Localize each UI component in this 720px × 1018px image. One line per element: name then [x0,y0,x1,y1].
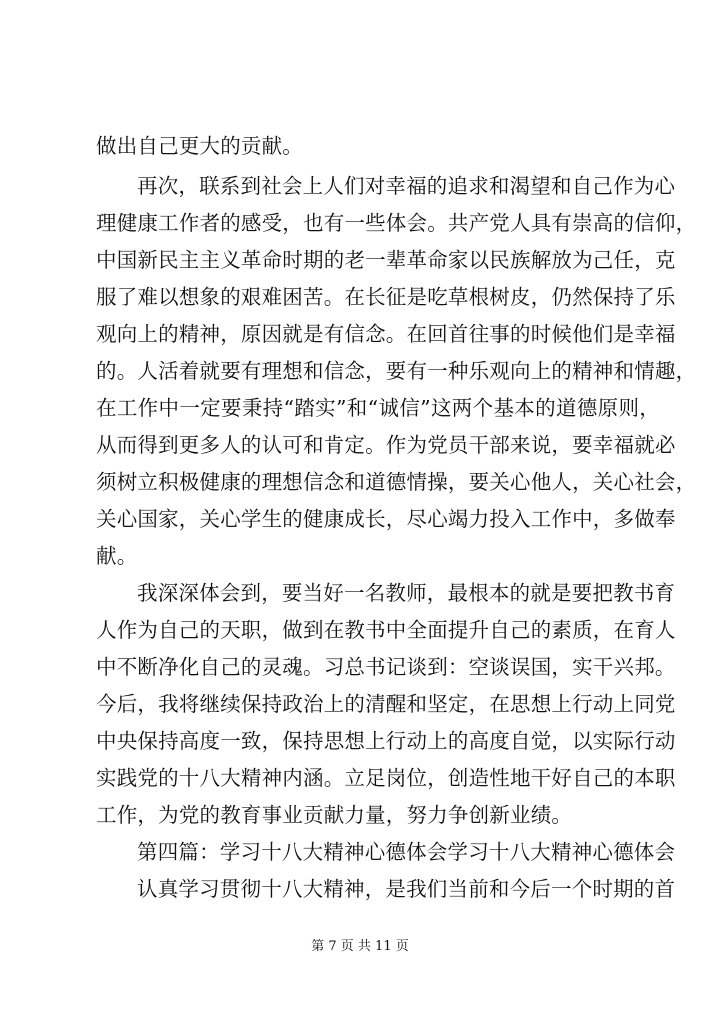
paragraph-2-line-7: 在工作中一定要秉持“踏实”和“诚信”这两个基本的道德原则， [96,396,660,420]
paragraph-2-line-5: 观向上的精神，原因就是有信念。在回首往事的时候他们是幸福 [96,322,676,346]
paragraph-2-line-8: 从而得到更多人的认可和肯定。作为党员干部来说，要幸福就必 [96,433,676,457]
paragraph-2-line-3: 中国新民主主义革命时期的老一辈革命家以民族解放为己任，克 [96,248,676,272]
paragraph-2-line-6: 的。人活着就要有理想和信念，要有一种乐观向上的精神和情趣， [96,359,697,383]
paragraph-2-line-4: 服了难以想象的艰难困苦。在长征是吃草根树皮，仍然保持了乐 [96,285,676,309]
paragraph-3-line-5: 中央保持高度一致，保持思想上行动上的高度自觉，以实际行动 [96,729,676,753]
paragraph-2-line-9: 须树立积极健康的理想信念和道德情操，要关心他人，关心社会， [96,470,697,494]
paragraph-5-line-1: 认真学习贯彻十八大精神，是我们当前和今后一个时期的首 [137,877,676,901]
paragraph-1-line-1: 做出自己更大的贡献。 [96,134,303,158]
paragraph-3-line-1: 我深深体会到，要当好一名教师，最根本的就是要把教书育 [137,581,676,605]
section-heading: 第四篇：学习十八大精神心德体会学习十八大精神心德体会 [137,840,676,864]
paragraph-3-line-4: 今后，我将继续保持政治上的清醒和坚定，在思想上行动上同党 [96,692,676,716]
paragraph-2-line-1: 再次，联系到社会上人们对幸福的追求和渴望和自己作为心 [137,174,676,198]
page-number-footer: 第 7 页 共 11 页 [311,939,409,954]
paragraph-3-line-7: 工作，为党的教育事业贡献力量，努力争创新业绩。 [96,803,573,827]
paragraph-2-line-2: 理健康工作者的感受，也有一些体会。共产党人具有崇高的信仰， [96,211,697,235]
paragraph-3-line-3: 中不断净化自己的灵魂。习总书记谈到：空谈误国，实干兴邦。 [96,655,676,679]
paragraph-3-line-6: 实践党的十八大精神内涵。立足岗位，创造性地干好自己的本职 [96,766,676,790]
paragraph-2-line-10: 关心国家，关心学生的健康成长，尽心竭力投入工作中，多做奉 [96,507,676,531]
paragraph-2-line-11: 献。 [96,544,138,568]
paragraph-3-line-2: 人作为自己的天职，做到在教书中全面提升自己的素质，在育人 [96,618,676,642]
